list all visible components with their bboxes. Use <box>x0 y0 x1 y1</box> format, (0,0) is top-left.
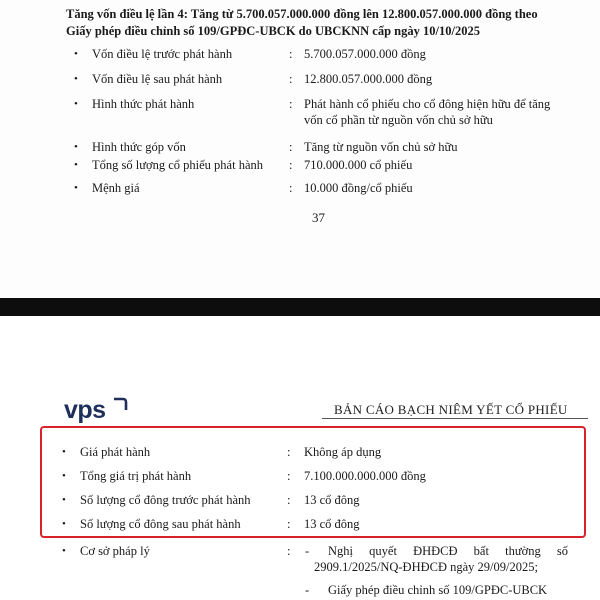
colon: : <box>289 140 293 154</box>
colon: : <box>287 469 291 483</box>
dash: - <box>305 583 310 597</box>
legal-item-line-1: Giấy phép điều chỉnh số 109/GPĐC-UBCK <box>328 583 548 597</box>
bullet-icon: • <box>74 141 78 153</box>
bullet-icon: • <box>62 470 66 482</box>
bullet-icon: • <box>62 494 66 506</box>
row-label: Hình thức phát hành <box>92 97 195 111</box>
colon: : <box>289 97 293 111</box>
row-value: 5.700.057.000.000 đồng <box>304 47 426 61</box>
colon: : <box>289 72 293 86</box>
row-label: Tổng giá trị phát hành <box>80 469 192 483</box>
row-label: Vốn điều lệ sau phát hành <box>92 72 223 86</box>
row-label: Vốn điều lệ trước phát hành <box>92 47 233 61</box>
bullet-icon: • <box>74 182 78 194</box>
colon: : <box>287 445 291 459</box>
row-label: Số lượng cổ đông trước phát hành <box>80 493 251 507</box>
page-separator <box>0 298 600 316</box>
bullet-icon: • <box>74 159 78 171</box>
colon: : <box>289 181 293 195</box>
value-line-2: vốn cổ phần từ nguồn vốn chủ sở hữu <box>304 113 493 127</box>
section-heading <box>66 6 586 40</box>
row-value: 13 cổ đông <box>304 493 360 507</box>
bullet-icon: • <box>62 545 66 557</box>
row-value: 12.800.057.000.000 đồng <box>304 72 433 86</box>
row-label: Hình thức góp vốn <box>92 140 186 154</box>
colon: : <box>287 493 291 507</box>
row-value <box>304 96 600 128</box>
bullet-icon: • <box>74 98 78 110</box>
document-title: BẢN CÁO BẠCH NIÊM YẾT CỔ PHIẾU <box>334 402 568 417</box>
bullet-icon: • <box>74 73 78 85</box>
colon: : <box>287 517 291 531</box>
heading-line-1: Tăng vốn điều lệ lần 4: Tăng từ 5.700.057.000.000 đồng lên 12.800.057.000.000 đồng theo <box>66 7 538 21</box>
bullet-icon: • <box>62 518 66 530</box>
row-value: 13 cổ đông <box>304 517 360 531</box>
row-value: Không áp dụng <box>304 445 382 459</box>
vps-logo: vps <box>64 396 106 424</box>
row-label: Số lượng cổ đông sau phát hành <box>80 517 241 531</box>
row-label: Cơ sở pháp lý <box>80 544 150 558</box>
row-label: Giá phát hành <box>80 445 151 459</box>
heading-line-2: Giấy phép điều chỉnh số 109/GPĐC-UBCK do UBCKNN cấp ngày 10/10/2025 <box>66 24 480 38</box>
bullet-icon: • <box>74 48 78 60</box>
top-page <box>0 0 600 298</box>
colon: : <box>287 544 291 558</box>
legal-item-line-1: Nghị quyết ĐHĐCĐ bất thường số <box>328 544 568 558</box>
dash: - <box>305 544 310 558</box>
row-value: Tăng từ nguồn vốn chủ sở hữu <box>304 140 458 154</box>
row-value: 710.000.000 cổ phiếu <box>304 158 413 172</box>
value-line-1: Phát hành cổ phiếu cho cổ đông hiện hữu để tăng <box>304 97 551 111</box>
legal-item-line-2: 2909.1/2025/NQ-ĐHĐCĐ ngày 29/09/2025; <box>314 560 538 574</box>
vps-logo-mark-icon <box>114 396 128 410</box>
row-label: Tổng số lượng cổ phiếu phát hành <box>92 158 263 172</box>
colon: : <box>289 47 293 61</box>
bullet-icon: • <box>62 446 66 458</box>
title-underline <box>322 418 588 419</box>
row-value: 7.100.000.000.000 đồng <box>304 469 426 483</box>
colon: : <box>289 158 293 172</box>
page-number: 37 <box>312 210 325 225</box>
row-value: 10.000 đồng/cổ phiếu <box>304 181 413 195</box>
row-label: Mệnh giá <box>92 181 140 195</box>
